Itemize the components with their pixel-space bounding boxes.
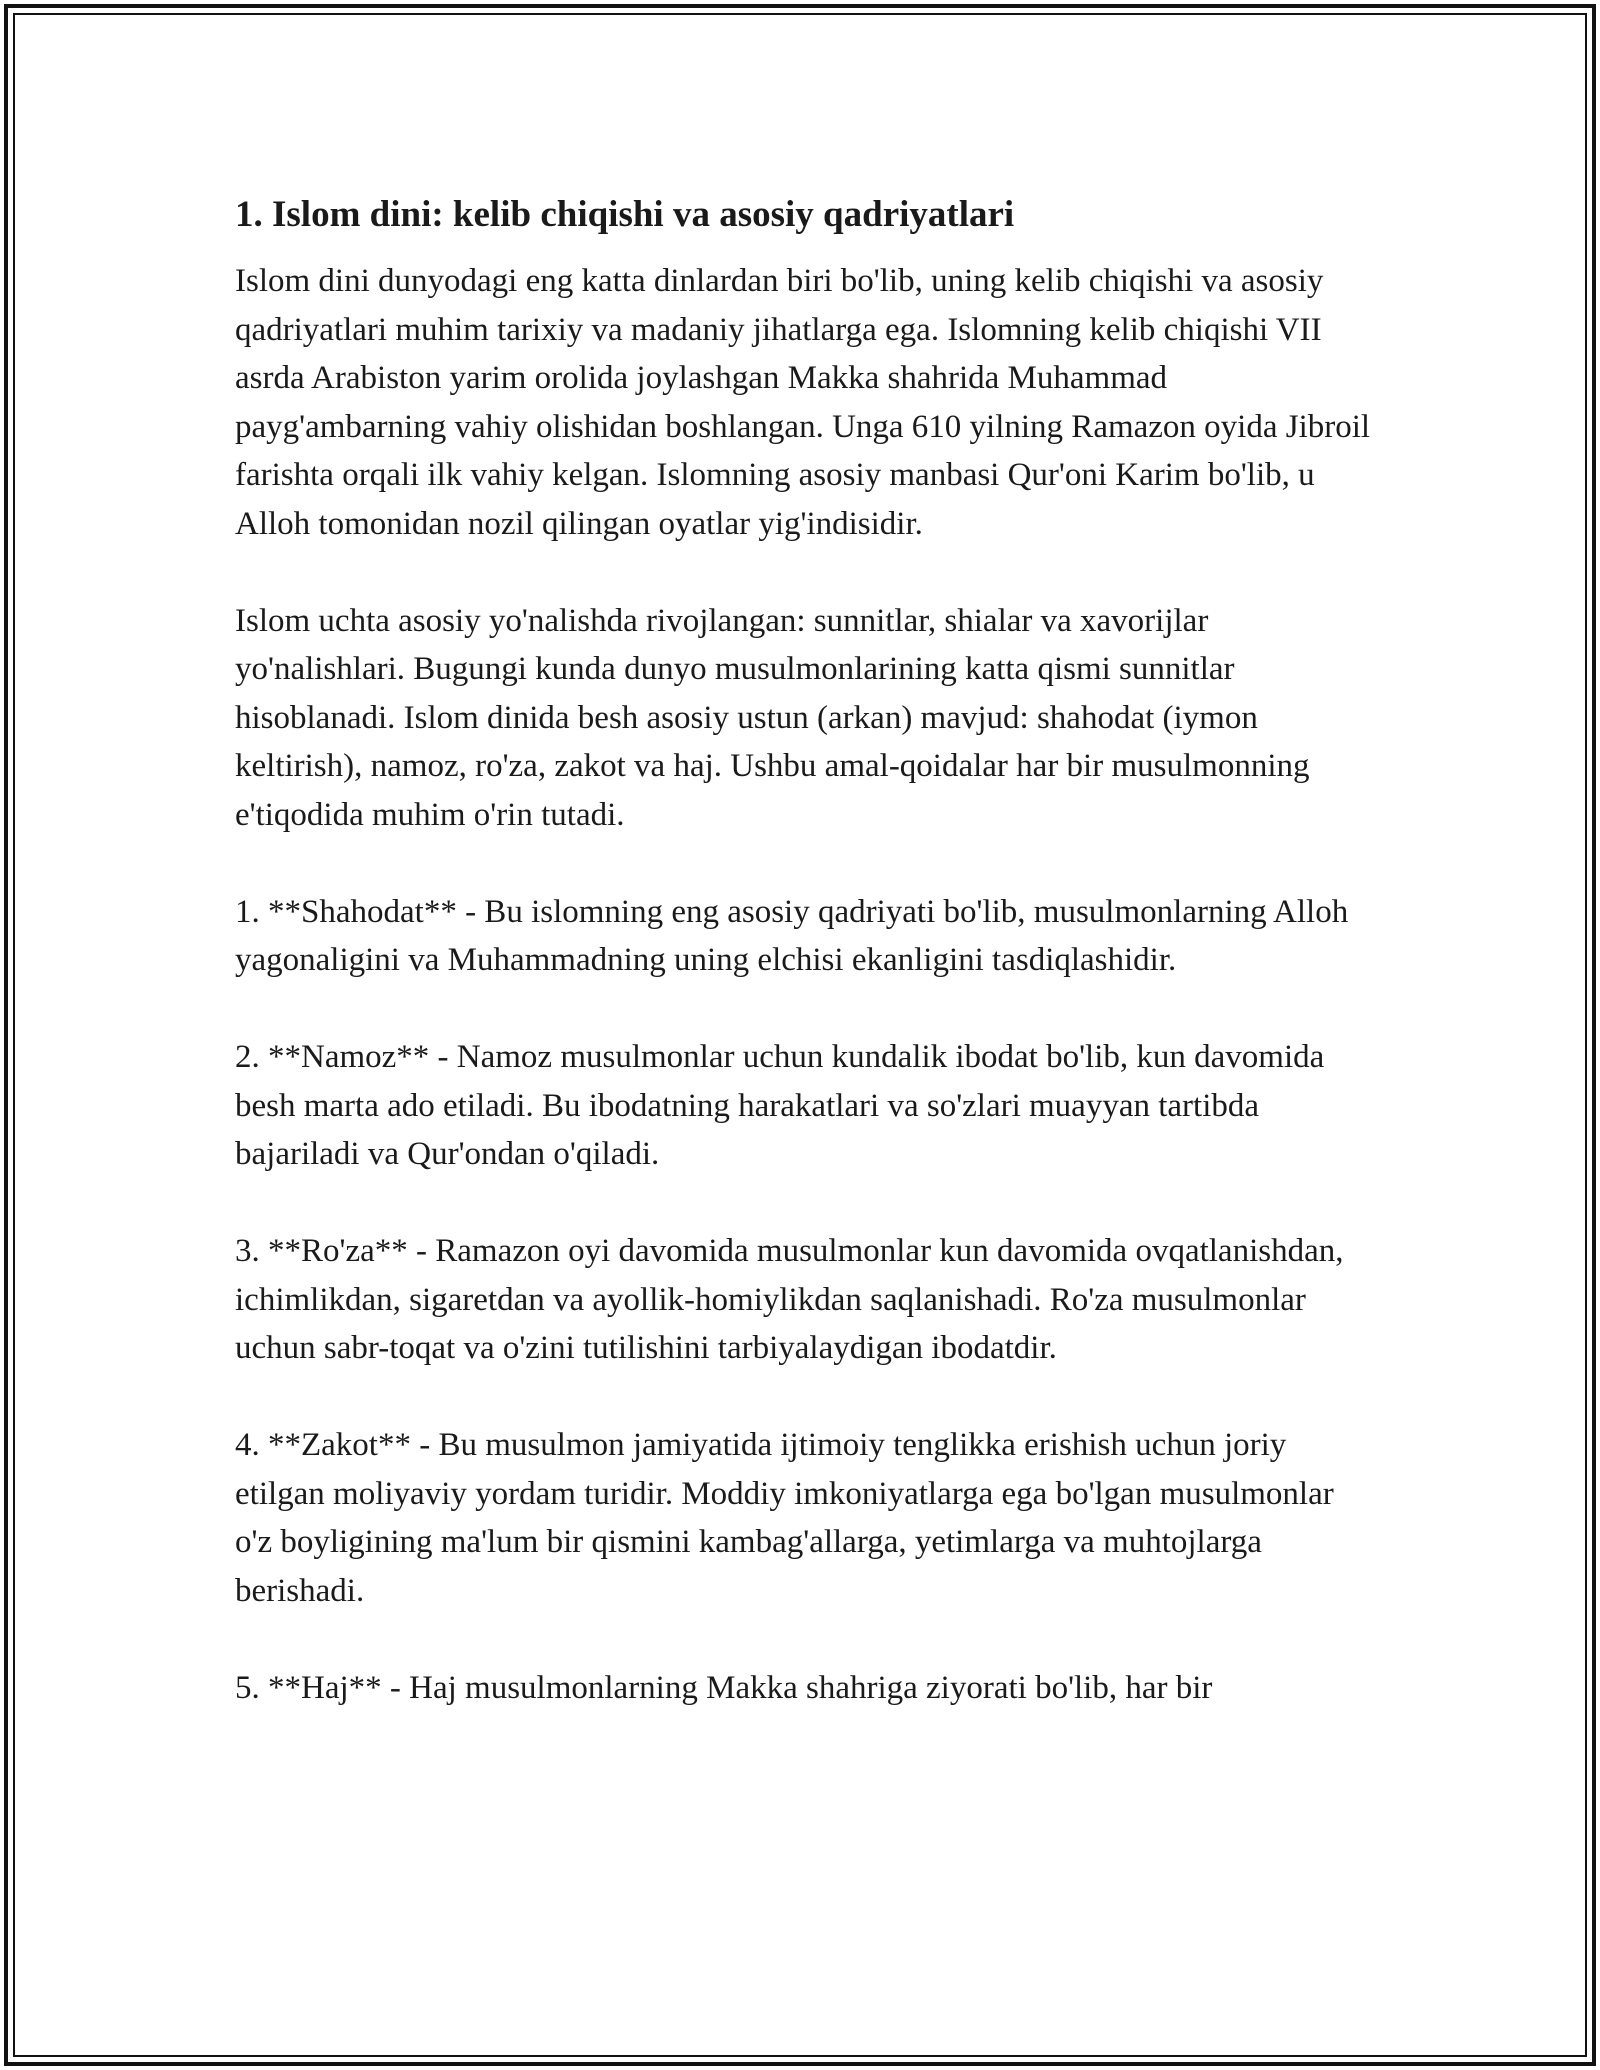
list-item-shahodat: 1. **Shahodat** - Bu islomning eng asosiy qadriyati bo'lib, musulmonlarning Alloh yagonaligini va Muhammadning uning elchisi ekanligini tasdiqlashidir. (235, 893, 1349, 978)
document-title: 1. Islom dini: kelib chiqishi va asosiy qadriyatlari (235, 194, 1015, 235)
paragraph-branches-pillars: Islom uchta asosiy yo'nalishda rivojlangan: sunnitlar, shialar va xavorijlar yo'nalishlari. Bugungi kunda dunyo musulmonlarining katta qismi sunnitlar hisoblanadi. Islom dinida besh asosiy ustun (arkan) mavjud: shahodat (iymon keltirish), namoz, ro'za, zakot va haj. Ushbu amal-qoidalar har bir musulmonning e'tiqodida muhim o'rin tutadi. (235, 602, 1310, 833)
list-item-zakot: 4. **Zakot** - Bu musulmon jamiyatida ijtimoiy tenglikka erishish uchun joriy etilgan moliyaviy yordam turidir. Moddiy imkoniyatlarga ega bo'lgan musulmonlar o'z boyligining ma'lum bir qismini kambag'allarga, yetimlarga va muhtojlarga berishadi. (235, 1427, 1334, 1609)
list-item-roza: 3. **Ro'za** - Ramazon oyi davomida musulmonlar kun davomida ovqatlanishdan, ichimlikdan, sigaretdan va ayollik-homiylikdan saqlanishadi. Ro'za musulmonlar uchun sabr-toqat va o'zini tutilishini tarbiyalaydigan ibodatdir. (235, 1233, 1344, 1366)
document-body (235, 185, 1375, 1761)
list-item-namoz: 2. **Namoz** - Namoz musulmonlar uchun kundalik ibodat bo'lib, kun davomida besh marta ado etiladi. Bu ibodatning harakatlari va so'zlari muayyan tartibda bajariladi va Qur'ondan o'qiladi. (235, 1039, 1325, 1172)
list-item-haj: 5. **Haj** - Haj musulmonlarning Makka shahriga ziyorati bo'lib, har bir (235, 1669, 1213, 1706)
paragraph-origin: Islom dini dunyodagi eng katta dinlardan biri bo'lib, uning kelib chiqishi va asosiy qadriyatlari muhim tarixiy va madaniy jihatlarga ega. Islomning kelib chiqishi VII asrda Arabiston yarim orolida joylashgan Makka shahrida Muhammad payg'ambarning vahiy olishidan boshlangan. Unga 610 yilning Ramazon oyida Jibroil farishta orqali ilk vahiy kelgan. Islomning asosiy manbasi Qur'oni Karim bo'lib, u Alloh tomonidan nozil qilingan oyatlar yig'indisidir. (235, 263, 1371, 542)
